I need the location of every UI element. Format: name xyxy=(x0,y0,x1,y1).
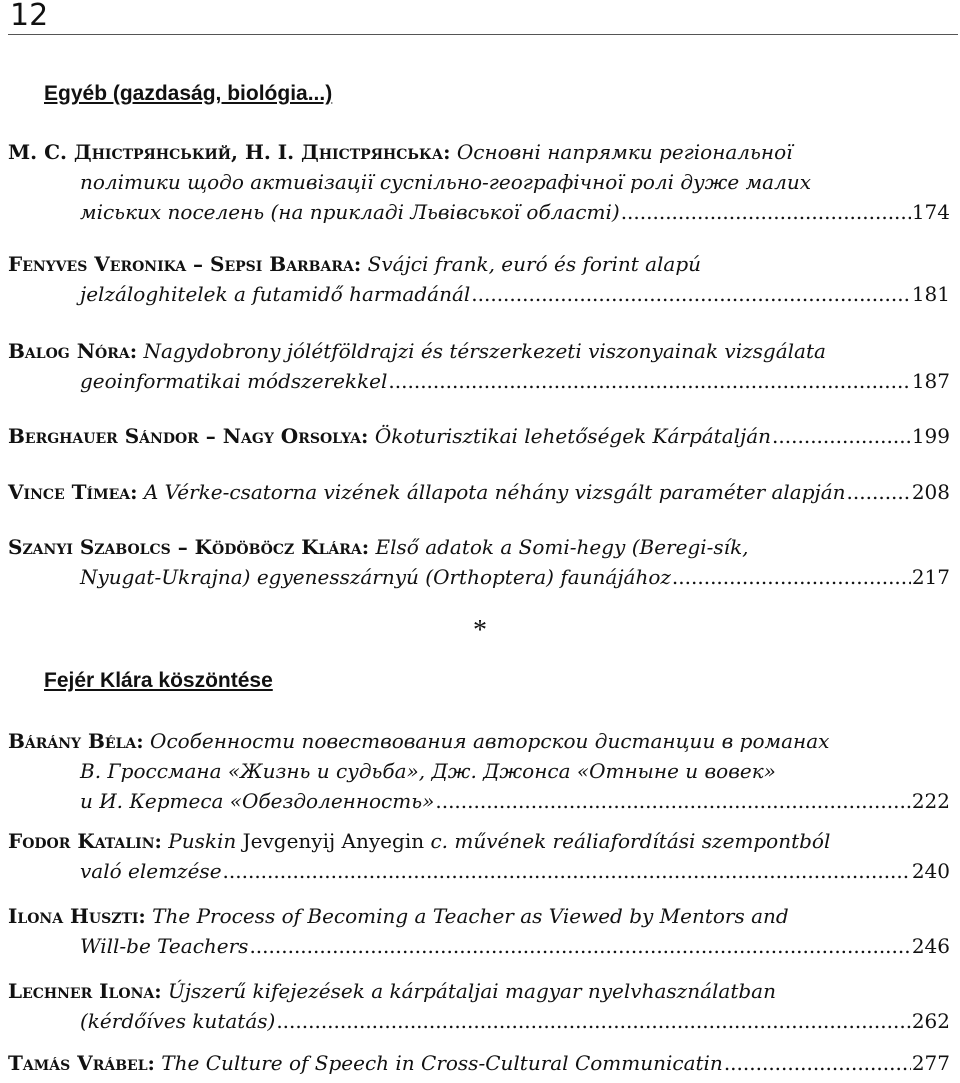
entry-page-number: 246 xyxy=(911,934,950,958)
entry-title-line: Особенности повествования авторскои дистанции в романах xyxy=(150,729,830,753)
entry-title-line: jelzáloghitelek a futamidő harmadánál xyxy=(80,282,471,306)
entry-page-number: 217 xyxy=(911,565,950,589)
toc-entry xyxy=(8,726,950,816)
entry-title-line: Основні напрямки регіональної xyxy=(456,140,793,164)
dot-leader xyxy=(847,477,911,507)
entry-authors: Vince Tímea: xyxy=(8,480,138,504)
entry-title-line: політики щодо активізації суспільно-географічної ролі дуже малих xyxy=(80,170,811,194)
dot-leader xyxy=(435,786,910,816)
toc-entry xyxy=(8,137,950,227)
entry-authors: М. С. Дністрянський, Н. І. Дністрянська: xyxy=(8,140,451,164)
entry-title-line: The Culture of Speech in Cross-Cultural Communicatin xyxy=(161,1051,723,1075)
entry-page-number: 181 xyxy=(911,282,950,306)
page-number: 12 xyxy=(10,0,49,33)
entry-authors: Lechner Ilona: xyxy=(8,979,162,1003)
dot-leader xyxy=(621,197,911,227)
entry-title-line: В. Гроссмана «Жизнь и судьба», Дж. Джонса «Отныне и вовек» xyxy=(80,759,776,783)
entry-title-line: The Process of Becoming a Teacher as Viewed by Mentors and xyxy=(152,904,789,928)
entry-page-number: 240 xyxy=(911,859,950,883)
entry-authors: Ilona Huszti: xyxy=(8,904,146,928)
entry-title-line: geoinformatikai módszerekkel xyxy=(80,369,388,393)
dot-leader xyxy=(471,279,911,309)
entry-authors: Szanyi Szabolcs – Ködöböcz Klára: xyxy=(8,535,370,559)
toc-entry xyxy=(8,421,950,451)
entry-authors: Berghauer Sándor – Nagy Orsolya: xyxy=(8,424,369,448)
toc-entry xyxy=(8,1048,950,1078)
toc-entry xyxy=(8,901,950,961)
toc-entry xyxy=(8,826,950,886)
toc-entry xyxy=(8,249,950,309)
entry-authors: Bárány Béla: xyxy=(8,729,144,753)
section-separator: * xyxy=(473,615,487,646)
entry-title-line: való elemzése xyxy=(80,859,222,883)
entry-authors: Tamás Vrábel: xyxy=(8,1051,155,1075)
dot-leader xyxy=(724,1048,911,1078)
entry-page-number: 262 xyxy=(911,1009,950,1033)
entry-title-line: Újszerű kifejezések a kárpátaljai magyar nyelvhasználatban xyxy=(167,979,776,1003)
entry-page-number: 199 xyxy=(911,424,950,448)
entry-title-line: міських поселень (на прикладі Львівської області) xyxy=(80,200,620,224)
entry-authors: Balog Nóra: xyxy=(8,339,138,363)
entry-title-line: Nagydobrony jólétföldrajzi és térszerkezeti viszonyainak vizsgálata xyxy=(143,339,826,363)
entry-title-line: Nyugat-Ukrajna) egyenesszárnyú (Orthoptera) faunájához xyxy=(80,565,671,589)
entry-page-number: 222 xyxy=(911,789,950,813)
dot-leader xyxy=(276,1006,911,1036)
dot-leader xyxy=(672,562,911,592)
entry-title-line: (kérdőíves kutatás) xyxy=(80,1009,276,1033)
entry-authors: Fodor Katalin: xyxy=(8,829,162,853)
dot-leader xyxy=(249,931,910,961)
section-title: Fejér Klára köszöntése xyxy=(44,669,273,692)
dot-leader xyxy=(388,366,910,396)
entry-page-number: 277 xyxy=(911,1051,950,1075)
entry-title-line: и И. Кертеса «Обездоленность» xyxy=(80,789,435,813)
toc-entry xyxy=(8,336,950,396)
section-title: Egyéb (gazdaság, biológia...) xyxy=(44,82,333,105)
entry-page-number: 174 xyxy=(911,200,950,224)
header-rule xyxy=(8,34,958,35)
dot-leader xyxy=(223,856,911,886)
entry-title-part: Puskin xyxy=(168,829,237,853)
entry-title-part: c. művének reáliafordítási szempontból xyxy=(430,829,831,853)
entry-title-line: Ökoturisztikai lehetőségek Kárpátalján xyxy=(374,424,772,448)
entry-title-line: Svájci frank, euró és forint alapú xyxy=(367,252,702,276)
dot-leader xyxy=(772,421,911,451)
entry-title-part: Jevgenyij Anyegin xyxy=(242,829,425,853)
toc-entry xyxy=(8,477,950,507)
entry-title-line: Első adatok a Somi-hegy (Beregi-sík, xyxy=(375,535,749,559)
entry-title-line: Will-be Teachers xyxy=(80,934,249,958)
entry-page-number: 187 xyxy=(911,369,950,393)
toc-entry xyxy=(8,532,950,592)
entry-authors: Fenyves Veronika – Sepsi Barbara: xyxy=(8,252,362,276)
toc-entry xyxy=(8,976,950,1036)
entry-title-line: A Vérke-csatorna vizének állapota néhány vizsgált paraméter alapján xyxy=(143,480,846,504)
entry-page-number: 208 xyxy=(911,480,950,504)
